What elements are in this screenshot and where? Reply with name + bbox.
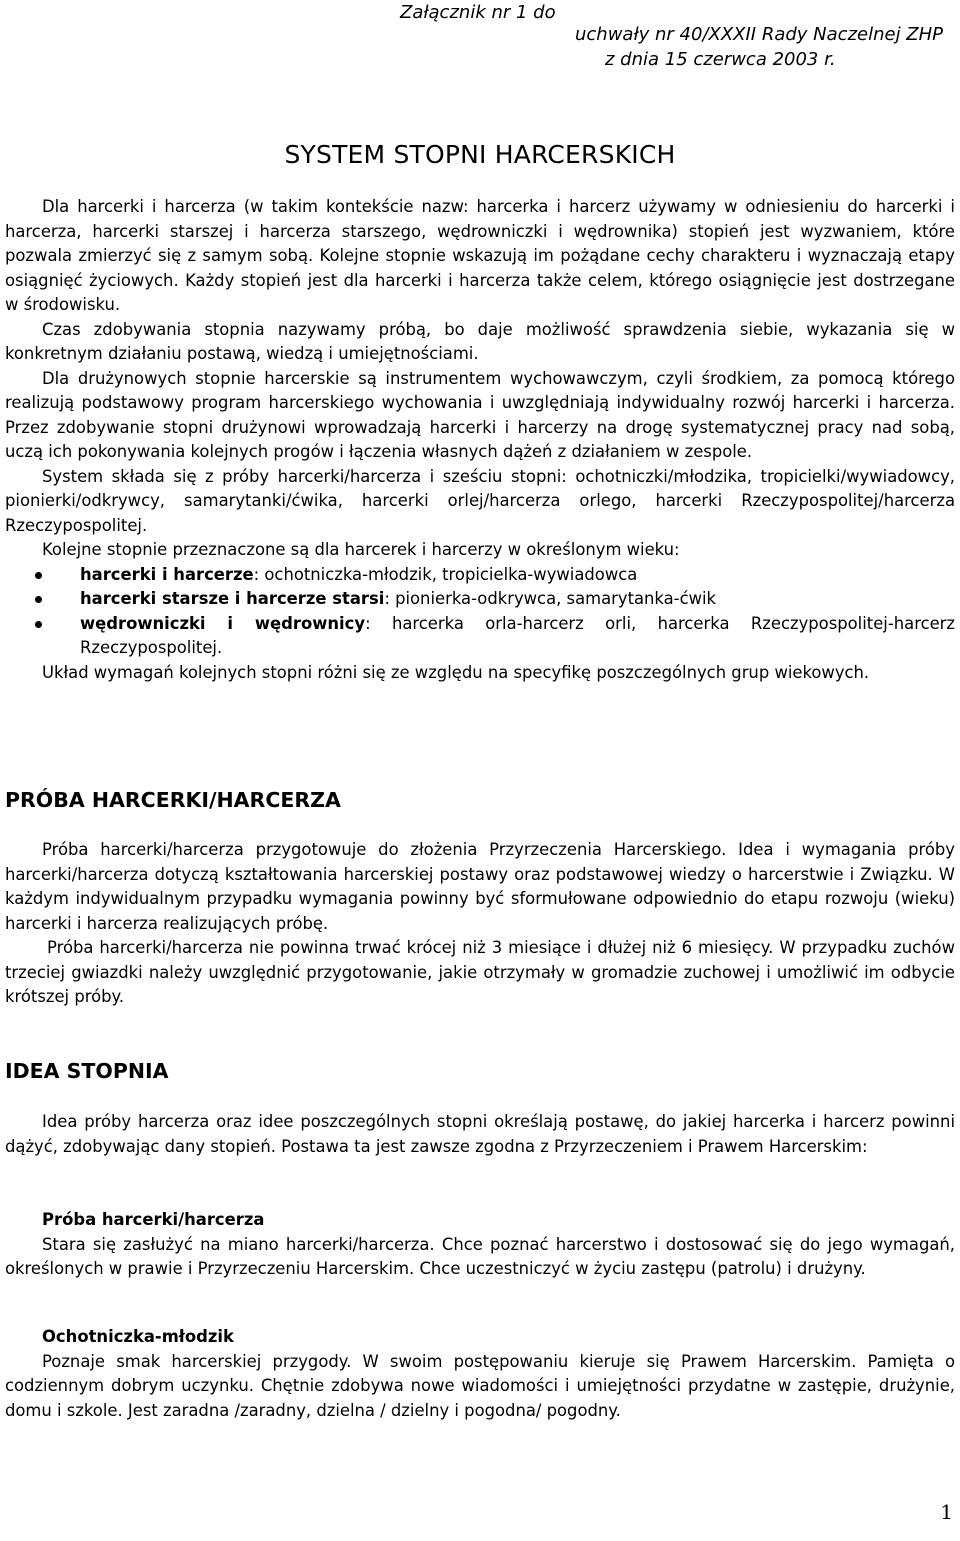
section-paragraph: Idea próby harcerza oraz idee poszczególnych stopni określają postawę, do jakiej harcerka i harcerz powinni dążyć, zdobywając dany stopień. Postawa ta jest zawsze zgodna z Przyrzeczeniem i Prawem Harcerskim:	[5, 1112, 955, 1156]
section-paragraph: Próba harcerki/harcerza przygotowuje do złożenia Przyrzeczenia Harcerskiego. Idea i wymagania próby harcerki/harcerza dotyczą kształtowania harcerskiej postawy oraz podstawowej wiedzy o harcerstwie i Związku. W każdym indywidualnym przypadku wymagania powinny być sformułowane odpowiednio do etapu rozwoju (wieku) harcerki i harcerza realizujących próbę.	[5, 840, 955, 933]
list-item	[5, 587, 955, 612]
subsection-ochotniczka	[5, 1325, 955, 1423]
list-item-bold: harcerki starsze i harcerze starsi	[80, 589, 385, 608]
subsection-text: Stara się zasłużyć na miano harcerki/harcerza. Chce poznać harcerstwo i dostosować się do jego wymagań, określonych w prawie i Przyrzeczeniu Harcerskim. Chce uczestniczyć w życiu zastępu (patrolu) i drużyny.	[5, 1234, 955, 1278]
list-item	[5, 563, 955, 588]
bullet-icon	[35, 596, 42, 603]
attachment-line-1: Załącznik nr 1 do	[400, 2, 556, 23]
intro-paragraph-5: Kolejne stopnie przeznaczone są dla harcerek i harcerzy w określonym wieku:	[42, 540, 680, 559]
section-heading: PRÓBA HARCERKI/HARCERZA	[5, 788, 341, 812]
page-number: 1	[940, 1500, 953, 1524]
subsection-proba	[5, 1208, 955, 1282]
section-paragraph: Próba harcerki/harcerza nie powinna trwać krócej niż 3 miesiące i dłużej niż 6 miesięcy. W przypadku zuchów trzeciej gwiazdki należy uwzględnić przygotowanie, jakie otrzymały w gromadzie zuchowej i umożliwić im odbycie krótszej próby.	[5, 938, 955, 1006]
list-item-text: : ochotniczka-młodzik, tropicielka-wywiadowca	[253, 564, 638, 584]
section-proba	[5, 786, 955, 814]
document-title: SYSTEM STOPNI HARCERSKICH	[284, 140, 676, 169]
intro-paragraph-2: Czas zdobywania stopnia nazywamy próbą, bo daje możliwość sprawdzenia siebie, wykazania się w konkretnym działaniu postawą, wiedzą i umiejętnościami.	[5, 319, 955, 363]
section-heading: IDEA STOPNIA	[5, 1059, 169, 1083]
list-item-text: : pionierka-odkrywca, samarytanka-ćwik	[384, 589, 717, 608]
subsection-title: Próba harcerki/harcerza	[42, 1210, 265, 1229]
list-item-text: : harcerka orla-harcerz orli, harcerka Rzeczypospolitej-harcerz Rzeczypospolitej.	[80, 613, 956, 657]
intro-paragraph-4: System składa się z próby harcerki/harcerza i sześciu stopni: ochotniczki/młodzika, tropicielki/wywiadowcy, pionierki/odkrywcy, samarytanki/ćwika, harcerki orlej/harcerza orlego, harcerki Rzeczypospolitej/harcerza Rzeczypospolitej.	[5, 466, 955, 535]
list-item	[5, 612, 955, 661]
intro-section	[5, 195, 955, 685]
bullet-icon	[35, 572, 42, 579]
intro-paragraph-1: Dla harcerki i harcerza (w takim kontekście nazw: harcerka i harcerz używamy w odniesieniu do harcerki i harcerza, harcerki starszej i harcerza starszego, wędrowniczki i wędrownika) stopień jest wyzwaniem, które pozwala zmierzyć się z samym sobą. Kolejne stopnie wskazują im pożądane cechy charakteru i wyznaczają etapy osiągnięć życiowych. Każdy stopień jest dla harcerki i harcerza także celem, którego osiągnięcie jest dostrzegane w środowisku.	[5, 197, 955, 314]
bullet-icon	[35, 621, 42, 628]
age-group-list	[5, 563, 955, 661]
subsection-text: Poznaje smak harcerskiej przygody. W swoim postępowaniu kieruje się Prawem Harcerskim. Pamięta o codziennym dobrym uczynku. Chętnie zdobywa nowe wiadomości i umiejętności przydatne w zastępie, drużynie, domu i szkole. Jest zaradna /zaradny, dzielna / dzielny i pogodna/ pogodny.	[5, 1351, 955, 1420]
section-idea-body	[5, 1110, 955, 1159]
intro-paragraph-3: Dla drużynowych stopnie harcerskie są instrumentem wychowawczym, czyli środkiem, za pomocą którego realizują podstawowy program harcerskiego wychowania i uwzględniają indywidualny rozwój harcerki i harcerza. Przez zdobywanie stopni drużynowi wprowadzają harcerki i harcerzy na drogę systematycznej pracy nad sobą, uczą ich pokonywania kolejnych progów i łączenia własnych dążeń z działaniem w zespole.	[5, 368, 955, 461]
attachment-line-2: uchwały nr 40/XXXII Rady Naczelnej ZHP	[575, 24, 944, 45]
section-proba-body	[5, 838, 955, 1010]
section-idea	[5, 1057, 955, 1085]
attachment-line-3: z dnia 15 czerwca 2003 r.	[605, 49, 836, 70]
intro-paragraph-6: Układ wymagań kolejnych stopni różni się ze względu na specyfikę poszczególnych grup wiekowych.	[42, 662, 870, 682]
list-item-bold: wędrowniczki i wędrownicy	[80, 613, 366, 633]
list-item-bold: harcerki i harcerze	[80, 564, 254, 584]
subsection-title: Ochotniczka-młodzik	[42, 1327, 234, 1346]
